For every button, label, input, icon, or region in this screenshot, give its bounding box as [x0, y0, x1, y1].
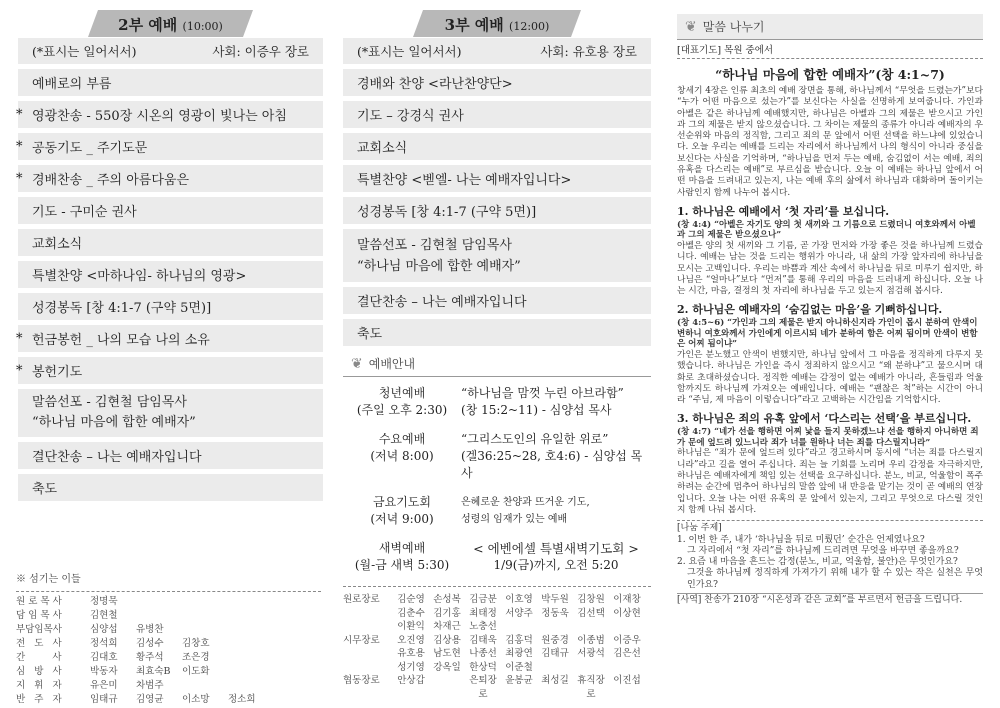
- service-desc-1: “그리스도인의 유일한 위로”: [461, 432, 609, 446]
- point-2-verse: (창 4:5~6) “가인과 그의 제물은 받지 아니하신지라 가인이 몹시 분하여 안색이 변하니 여호와께서 가인에게 이르시되 네가 분하여 함은 어찌 됨이며 안색이 변함은 어찌 됨이냐”: [677, 318, 978, 350]
- elder-name: 원중경: [541, 634, 569, 646]
- staff-role: 심 방 사: [16, 666, 62, 677]
- staff-row: [16, 609, 321, 623]
- staff-name: 최효숙B: [136, 666, 171, 677]
- order-item-label: 기도 - 구미순 권사: [32, 205, 137, 220]
- service-desc: [461, 540, 651, 574]
- elder-name: 노충선: [469, 621, 497, 632]
- elders-row: [343, 634, 651, 648]
- order-item-label: 경배와 찬양 <라난찬양단>: [357, 77, 513, 92]
- service-desc-2: 성령의 임재가 있는 예배: [461, 514, 568, 525]
- order-item: [343, 133, 651, 160]
- elders-row: [343, 593, 651, 607]
- staff-row: [16, 665, 321, 679]
- staff-name: 박동자: [90, 666, 118, 677]
- service-desc-2: 1/9(금)까지, 오전 5:20: [493, 558, 619, 572]
- service-time: (월-금 새벽 5:30): [354, 558, 450, 572]
- order-item: [343, 69, 651, 96]
- elder-name: 강옥일: [433, 661, 461, 673]
- order-item: [18, 133, 323, 160]
- elders-role: 시무장로: [343, 634, 380, 646]
- service-desc-1: < 에벤에셀 특별새벽기도회 >: [473, 541, 639, 556]
- service-name: [343, 494, 461, 528]
- order-item-label: 성경봉독 [창 4:1-7 (구약 5면)]: [32, 301, 212, 316]
- elder-name: 유호용: [397, 648, 425, 659]
- staff-name: 김성수: [136, 638, 164, 649]
- standing-mark: *: [16, 363, 23, 378]
- elder-name: 김순영: [397, 594, 425, 605]
- closing-hymn-item: 결단찬송 – 나는 예배자입니다: [18, 442, 323, 469]
- elder-name: 손성복: [433, 594, 461, 605]
- staff-name: 조은경: [182, 652, 210, 663]
- staff-name: [182, 595, 228, 609]
- service-header: 2부 예배 (10:00): [18, 0, 323, 38]
- elder-name: 김태규: [541, 648, 569, 659]
- elder-name: 최태정: [469, 607, 497, 619]
- elders-role: [343, 647, 393, 661]
- elders-row: [343, 674, 651, 701]
- service-desc-2: (겔36:25~28, 호4:6) - 심양섭 목사: [461, 449, 643, 480]
- elder-name: 이재창: [613, 594, 641, 605]
- elder-name: [537, 620, 573, 634]
- elders-role: [343, 661, 393, 675]
- order-item: [343, 101, 651, 128]
- elders-row: [343, 647, 651, 661]
- elder-name: 이호영: [505, 594, 533, 605]
- prayer-line: [대표기도] 목원 중에서: [677, 40, 983, 59]
- service-name: [343, 431, 461, 482]
- staff-name: 김창호: [182, 638, 210, 649]
- staff-name: 유은미: [90, 680, 118, 691]
- order-item: [18, 197, 323, 224]
- service-time: (주일 오후 2:30): [356, 403, 448, 417]
- elder-name: 윤봉균: [505, 675, 533, 686]
- elder-name: [501, 620, 537, 634]
- order-item-label: 특별찬양 <벧엘- 나는 예배자입니다>: [357, 173, 572, 188]
- elders-row: [343, 661, 651, 675]
- service-name: [343, 540, 461, 574]
- order-note-row: (*표시는 일어서서) 사회: 이증우 장로: [18, 38, 323, 64]
- column-3rd-service: [343, 0, 651, 701]
- leaf-icon: ❦: [685, 18, 697, 35]
- sermon-intro: 창세기 4장은 인류 최초의 예배 장면을 통해, 하나님께서 “무엇을 드렸는가”보다 “누가 어떤 마음으로 섰는가”를 보신다는 사실을 선명하게 보여줍니다. 가인과 아벨은 같은 하나님께 예배했지만, 하나님은 아벨과 그의 제물은 받으시고 가인과 그의 제물은 받지 않으셨습니다. 그 차이는 제물의 종류가 아니라 예배자의 우선순위와 마음의 정직함, 그리고 죄의 문 앞에서 어떤 선택을 하느냐에 있었습니다. 오늘 우리는 예배를 드리는 자리에서 하나님께서 나의 형식이 아니라 중심을 보신다는 사실을 기억하며, “하나님을 먼저 두는 예배, 숨김없이 서는 예배, 죄의 유혹을 다스리는 예배”로 부르심을 받습니다. 오늘 이 예배는 하나님 앞에서 어떤 마음을 드려내고 있는지, 나는 예배 후의 삶에서 하나님과 대화하며 돌이키는 사람인지 함께 나누어 봅시다.: [677, 86, 983, 198]
- staff-name: 김현철: [90, 610, 118, 621]
- elder-name: 김춘수: [397, 607, 425, 619]
- elders-role: 협동장로: [343, 675, 380, 686]
- staff-role: 전 도 사: [16, 638, 62, 649]
- service-desc-1: 은혜로운 찬양과 뜨거운 기도,: [461, 497, 590, 508]
- staff-name: 심양섭: [90, 624, 118, 635]
- elders-role: [343, 607, 393, 621]
- elder-name: [573, 661, 609, 675]
- staff-name: [136, 595, 182, 609]
- service-desc: [461, 385, 651, 419]
- benediction-item: 축도: [18, 474, 323, 501]
- staff-name: 이도화: [182, 666, 210, 677]
- point-2-body: 가인은 분노했고 안색이 변했지만, 하나님 앞에서 그 마음을 정직하게 다루지 못했습니다. 하나님은 가인을 즉시 정죄하지 않으시고 “왜 분하냐”고 물으시며 대화로 초대하셨습니다. 정직한 예배는 감정이 없는 예배가 아니라, 흔들림과 억울함까지도 하나님께 가져오는 예배입니다. 예배는 “괜찮은 척”하는 시간이 아니라 “주님, 제 마음이 이렇습니다”라고 고백하는 시간임을 기억합시다.: [677, 349, 983, 406]
- staff-role: 담 임 목 사: [16, 610, 62, 621]
- staff-role: 간 사: [16, 652, 62, 663]
- elder-name: [573, 620, 609, 634]
- point-1-heading: 1. 하나님은 예배에서 ‘첫 자리’를 보십니다.: [677, 204, 890, 218]
- elder-name: 성기영: [397, 661, 425, 673]
- staff-name: 임태규: [90, 694, 118, 705]
- standing-mark: *: [16, 331, 23, 346]
- elder-name: 김선택: [577, 607, 605, 619]
- leaf-icon: ❦: [351, 355, 363, 372]
- elder-name: 김기홍: [433, 607, 461, 619]
- order-item: [18, 165, 323, 192]
- service-row: [343, 494, 651, 528]
- elder-name: 김태욱: [469, 634, 497, 646]
- elder-name: 최광연: [505, 648, 533, 659]
- service-name-text: 수요예배: [378, 432, 426, 446]
- staff-role: 지 휘 자: [16, 680, 62, 691]
- service-header: 3부 예배 (12:00): [343, 0, 651, 38]
- elder-name: 정동욱: [541, 607, 569, 619]
- service-title: 3부 예배: [444, 16, 504, 34]
- staff-name: [182, 609, 228, 623]
- elders-row: [343, 620, 651, 634]
- service-desc: [461, 494, 651, 528]
- elder-name: 박두원: [541, 594, 569, 605]
- standing-mark: *: [16, 107, 23, 122]
- elder-name: 서양주: [505, 607, 533, 619]
- staff-row: [16, 637, 321, 651]
- elder-name: 김홍덕: [505, 634, 533, 646]
- service-name-text: 청년예배: [378, 386, 426, 400]
- elder-name: 안상갑: [397, 675, 425, 686]
- elder-name: 나종선: [469, 648, 497, 659]
- elder-name: 오진영: [397, 634, 425, 646]
- point-3-verse: (창 4:7) “네가 선을 행하면 어찌 낯을 들지 못하겠느냐 선을 행하지 아니하면 죄가 문에 엎드려 있느니라 죄가 너를 원하나 너는 죄를 다스릴지니라”: [677, 427, 979, 448]
- service-name-text: 금요기도회: [373, 495, 431, 509]
- staff-name: [182, 679, 228, 693]
- order-item-label: 예배로의 부름: [32, 77, 112, 92]
- staff-row: [16, 623, 321, 637]
- order-item-label: 헌금봉헌 _ 나의 모습 나의 소유: [32, 333, 210, 348]
- order-item-label: 봉헌기도: [32, 365, 83, 380]
- order-item-label: 특별찬양 <마하나임- 하나님의 영광>: [32, 269, 247, 284]
- worship-guide-header: ❦ 예배안내: [343, 352, 651, 377]
- service-desc-2: (창 15:2~11) - 심양섭 목사: [461, 403, 612, 417]
- staff-name: 김대호: [90, 652, 118, 663]
- elders-row: [343, 607, 651, 621]
- elder-name: 서광석: [577, 648, 605, 659]
- elder-name: 이상현: [613, 607, 641, 619]
- order-item: [18, 261, 323, 288]
- elder-name: [537, 661, 573, 675]
- sermon-item: 말씀선포 - 김현철 담임목사 “하나님 마음에 합한 예배자”: [343, 229, 651, 282]
- elder-name: 이증우: [613, 634, 641, 646]
- order-item: [343, 197, 651, 224]
- order-item-label: 기도 – 강경식 권사: [357, 109, 464, 124]
- staff-name: 정석희: [90, 638, 118, 649]
- order-item-label: 교회소식: [357, 141, 408, 156]
- order-item-label: 경배찬송 _ 주의 아름다움은: [32, 173, 190, 188]
- staff-role: 부담임목사: [16, 624, 62, 635]
- point-1-verse: (창 4:4) “아벨은 자기도 양의 첫 새끼와 그 기름으로 드렸더니 여호와께서 아벨과 그의 제물은 받으셨으나”: [677, 219, 976, 241]
- column-2nd-service: [16, 0, 323, 705]
- discussion-section: [나눔 주제] 1. 이번 한 주, 내가 ‘하나님을 뒤로 미뤘던’ 순간은 언제였나요? 그 자리에서 “첫 자리”를 하나님께 드리려면 무엇을 바꾸면 좋을까요? 2. 요즘 내 마음을 흔드는 감정(분노, 비교, 억울함, 불안)은 무엇인가요? 그것을 하나님께 정직하게 가져가기 위해 내가 할 수 있는 작은 실천은 무엇인가요?: [677, 523, 983, 590]
- service-row: [343, 431, 651, 482]
- elder-name: [429, 674, 465, 701]
- staff-name: 차범주: [136, 680, 164, 691]
- sermon-share-header: ❦ 말씀 나누기: [677, 14, 983, 40]
- service-name-text: 새벽예배: [378, 541, 426, 555]
- order-item: [18, 357, 323, 384]
- elder-name: 한상덕: [469, 661, 497, 673]
- order-item-label: 성경봉독 [창 4:1-7 (구약 5면)]: [357, 205, 537, 220]
- staff-row: [16, 595, 321, 609]
- elders-role: 원로장로: [343, 594, 380, 605]
- service-title: 2부 예배: [118, 16, 178, 34]
- standing-mark: *: [16, 139, 23, 154]
- elder-name: 김은선: [613, 648, 641, 659]
- staff-row: [16, 693, 321, 707]
- elder-name: 김창원: [577, 594, 605, 605]
- staff-role: 반 주 자: [16, 694, 62, 705]
- point-3-body: 하나님은 “죄가 문에 엎드려 있다”라고 경고하시며 동시에 “너는 죄를 다스릴지니라”라고 길을 열어 주십니다. 죄는 늘 기회를 노리며 우리 감정을 자극하지만, 하나님은 예배자에게 책임 있는 선택을 요구하십니다. 분노, 비교, 억울함이 폭주하려는 순간에 멈추어 하나님의 말씀 앞에 내 반응을 맡기는 것이 곧 예배의 연장입니다. 오늘 나는 어떤 유혹의 문 앞에서 있는지, 그리고 무엇으로 다스릴 것인지 함께 나눠 봅시다.: [677, 448, 983, 515]
- elder-name: 휴직장로: [577, 675, 605, 700]
- order-item: [18, 69, 323, 96]
- elder-name: 이진섭: [613, 675, 641, 686]
- benediction-item: 축도: [343, 319, 651, 346]
- standing-mark: *: [16, 171, 23, 186]
- order-item-label: 영광찬송 - 550장 시온의 영광이 빛나는 아침: [32, 109, 287, 124]
- order-item: [18, 229, 323, 256]
- elder-name: 이준철: [505, 661, 533, 673]
- order-item: [18, 325, 323, 352]
- elder-name: 남도현: [433, 648, 461, 659]
- sermon-item: 말씀선포 - 김현철 담임목사 “하나님 마음에 합한 예배자”: [18, 389, 323, 437]
- order-item-label: 공동기도 _ 주기도문: [32, 141, 148, 156]
- staff-name: [182, 623, 228, 637]
- staff-row: [16, 679, 321, 693]
- service-time: (저녁 9:00): [370, 512, 434, 526]
- service-row: [343, 385, 651, 419]
- staff-row: [16, 651, 321, 665]
- point-2-heading: 2. 하나님은 예배자의 ‘숨김없는 마음’을 기뻐하십니다.: [677, 303, 943, 317]
- staff-name: 유병찬: [136, 624, 164, 635]
- sermon-title: “하나님 마음에 합한 예배자”(창 4:1~7): [715, 67, 945, 82]
- elder-name: 은퇴장로: [469, 675, 497, 700]
- order-item: [343, 165, 651, 192]
- offering-line: [사역] 찬송가 210장 “시온성과 같은 교회”를 부르면서 헌금을 드립니다.: [677, 593, 983, 606]
- elder-name: [609, 661, 645, 675]
- elder-name: 차재근: [433, 621, 461, 632]
- staff-name: [136, 609, 182, 623]
- order-note-row: (*표시는 일어서서) 사회: 유호용 장로: [343, 38, 651, 64]
- staff-role: 원 로 목 사: [16, 596, 62, 607]
- service-desc-1: “하나님을 맘껏 누린 아브라함”: [461, 386, 624, 400]
- staff-name: 정명묵: [90, 596, 118, 607]
- order-item: [18, 293, 323, 320]
- elders-role: [343, 620, 393, 634]
- elder-name: 이환익: [397, 621, 425, 632]
- service-row: [343, 540, 651, 574]
- staff-name: 김영균: [136, 694, 164, 705]
- service-time: (저녁 8:00): [370, 449, 434, 463]
- elder-name: 김금분: [469, 594, 497, 605]
- point-1-body: 아벨은 양의 첫 새끼와 그 기름, 곧 가장 먼저와 가장 좋은 것을 하나님께 드렸습니다. 예배는 남는 것을 드리는 행위가 아니라, 내 삶의 가장 앞자리에 하나님을 모시는 고백입니다. 우리는 바쁨과 계산 속에서 하나님을 뒤로 미루기 쉽지만, 하나님은 “얼마나”보다 “먼저”를 통해 우리의 마음을 드러내게 하십니다. 오늘 나는 시간, 마음, 결정의 첫 자리에 하나님을 두고 있는지 점검해 봅시다.: [677, 240, 983, 297]
- elder-name: [609, 620, 645, 634]
- staff-name: 정소희: [228, 694, 256, 705]
- service-desc: [461, 431, 651, 482]
- service-name: [343, 385, 461, 419]
- elder-name: 최성길: [541, 675, 569, 686]
- order-item: [18, 101, 323, 128]
- staff-section: ※ 섬기는 이들 원 로 목 사 정명묵 담 임 목 사 김현철 부담임목사 심양섭 유병찬 전 도 사 정석희 김성수 김창호 간 사 김대호 황주석 조은경 심 방 사 박동자 최효숙B 이도화 지 휘 자 유은미 차범주 반 주 자 임태규 김영균 이소망 정소희: [16, 570, 321, 707]
- order-item-label: 교회소식: [32, 237, 83, 252]
- elder-name: 이종범: [577, 634, 605, 646]
- point-3-heading: 3. 하나님은 죄의 유혹 앞에서 ‘다스리는 선택’을 부르십니다.: [677, 412, 972, 426]
- closing-hymn-item: 결단찬송 – 나는 예배자입니다: [343, 287, 651, 314]
- staff-name: 황주석: [136, 652, 164, 663]
- staff-name: 이소망: [182, 694, 210, 705]
- elder-name: 김상용: [433, 634, 461, 646]
- column-sermon-notes: [677, 14, 983, 606]
